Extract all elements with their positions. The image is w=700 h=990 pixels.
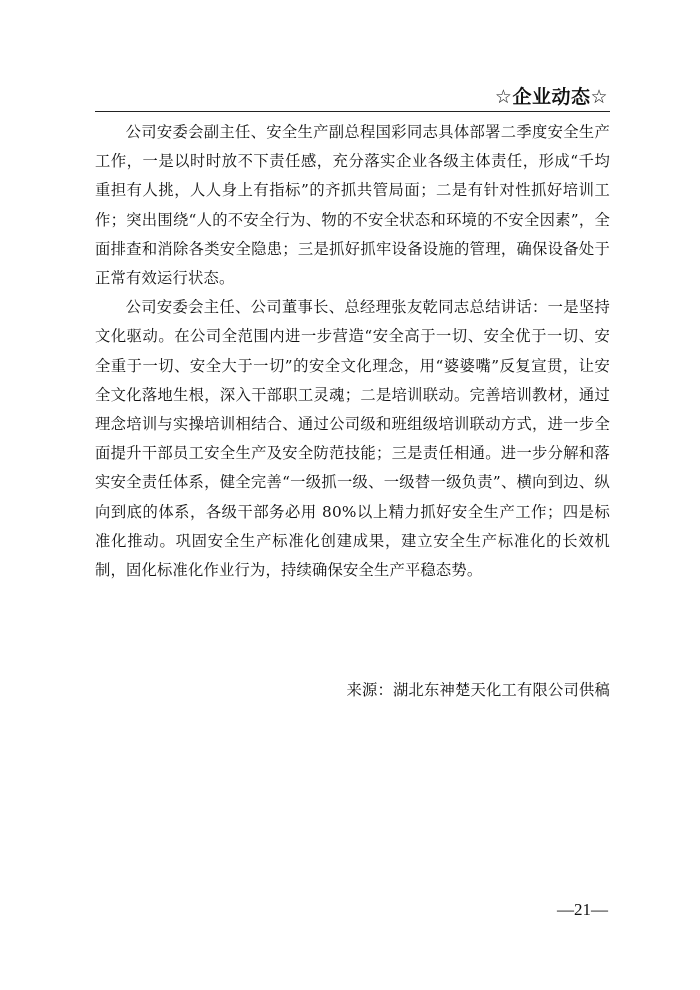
article-body [95, 118, 610, 585]
paragraph: 公司安委会主任、公司董事长、总经理张友乾同志总结讲话：一是坚持文化驱动。在公司全范围内进一步营造“安全高于一切、安全优于一切、安全重于一切、安全大于一切”的安全文化理念，用“婆婆嘴”反复宣贯，让安全文化落地生根，深入干部职工灵魂；二是培训联动。完善培训教材，通过理念培训与实操培训相结合、通过公司级和班组级培训联动方式，进一步全面提升干部员工安全生产及安全防范技能；三是责任相通。进一步分解和落实安全责任体系，健全完善“一级抓一级、一级替一级负责”、横向到边、纵向到底的体系，各级干部务必用 80%以上精力抓好安全生产工作；四是标准化推动。巩固安全生产标准化创建成果，建立安全生产标准化的长效机制，固化标准化作业行为，持续确保安全生产平稳态势。 [95, 298, 610, 580]
paragraph: 公司安委会副主任、安全生产副总程国彩同志具体部署二季度安全生产工作，一是以时时放不下责任感，充分落实企业各级主体责任，形成“千均重担有人挑，人人身上有指标”的齐抓共管局面；二是有针对性抓好培训工作；突出围绕“人的不安全行为、物的不安全状态和环境的不安全因素”，全面排查和消除各类安全隐患；三是抓好抓牢设备设施的管理，确保设备处于正常有效运行状态。 [95, 123, 610, 288]
section-title: ☆企业动态☆ [494, 86, 608, 108]
header-divider [95, 111, 610, 112]
page-number: —21— [557, 900, 608, 919]
page-header [95, 80, 610, 110]
source-credit: 来源：湖北东神楚天化工有限公司供稿 [346, 681, 610, 699]
